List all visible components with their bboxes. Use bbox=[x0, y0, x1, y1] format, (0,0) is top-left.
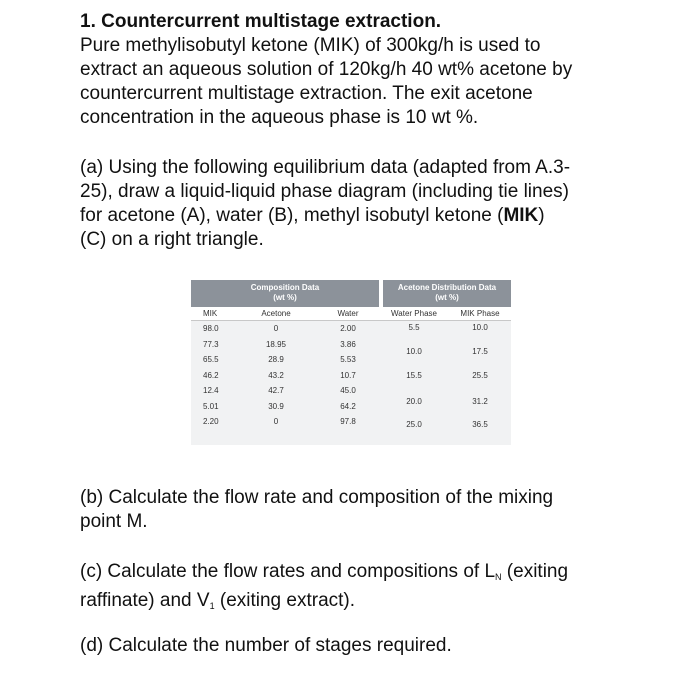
table-cell: 25.0 bbox=[406, 420, 422, 429]
column-header-water-phase: Water Phase bbox=[391, 309, 437, 318]
table-cell: 10.7 bbox=[340, 370, 356, 380]
problem-statement bbox=[80, 10, 680, 130]
part-a-line: (a) Using the following equilibrium data (adapted from A.3- bbox=[80, 157, 571, 178]
table-cell: 36.5 bbox=[472, 420, 488, 429]
part-a-line: 25), draw a liquid-liquid phase diagram (including tie lines) bbox=[80, 181, 569, 202]
composition-data-header bbox=[191, 280, 379, 307]
table-cell: 12.4 bbox=[203, 386, 219, 395]
part-d-line: (d) Calculate the number of stages required. bbox=[80, 635, 452, 656]
table-cell: 30.9 bbox=[268, 401, 284, 411]
problem-title: 1. Countercurrent multistage extraction. bbox=[80, 11, 442, 32]
table-cell: 46.2 bbox=[203, 370, 219, 380]
column-header-acetone: Acetone bbox=[261, 309, 291, 318]
column-header-water: Water bbox=[337, 309, 359, 318]
question-part-b bbox=[80, 486, 680, 534]
table-column-headers bbox=[191, 307, 511, 321]
table-body bbox=[191, 321, 511, 445]
table-cell: 2.20 bbox=[203, 417, 219, 426]
table-row bbox=[379, 347, 511, 356]
distribution-header-unit: (wt %) bbox=[435, 293, 459, 302]
part-a-line bbox=[80, 204, 680, 228]
distribution-header-title: Acetone Distribution Data bbox=[397, 283, 497, 292]
distribution-data-header bbox=[383, 280, 511, 307]
table-cell: 17.5 bbox=[472, 347, 488, 356]
question-part-c bbox=[80, 560, 680, 618]
table-cell: 5.01 bbox=[203, 401, 219, 411]
table-cell: 64.2 bbox=[340, 401, 356, 411]
part-c-text: (exiting extract). bbox=[214, 590, 356, 611]
table-cell: 77.3 bbox=[203, 339, 219, 349]
table-cell: 5.53 bbox=[340, 355, 356, 364]
column-header-mik: MIK bbox=[203, 309, 218, 318]
equilibrium-data-table bbox=[191, 280, 511, 445]
table-group-header bbox=[191, 280, 511, 307]
table-cell: 20.0 bbox=[406, 397, 422, 406]
question-part-a bbox=[80, 156, 680, 252]
column-header-mik-phase: MIK Phase bbox=[460, 309, 500, 318]
table-cell: 10.0 bbox=[406, 347, 422, 356]
problem-line: countercurrent multistage extraction. The exit acetone bbox=[80, 83, 533, 104]
table-cell: 18.95 bbox=[265, 339, 287, 349]
problem-line: concentration in the aqueous phase is 10 wt %. bbox=[80, 107, 479, 128]
part-c-text: (exiting bbox=[501, 561, 569, 582]
table-cell: 25.5 bbox=[472, 371, 488, 380]
table-cell: 97.8 bbox=[340, 417, 356, 426]
table-cell: 5.5 bbox=[408, 323, 420, 332]
table-row bbox=[379, 371, 511, 380]
subscript-n: N bbox=[495, 572, 502, 582]
part-c-line bbox=[80, 560, 680, 589]
table-cell: 31.2 bbox=[472, 397, 488, 406]
problem-line: Pure methylisobutyl ketone (MIK) of 300kg/h is used to bbox=[80, 35, 541, 56]
table-cell: 3.86 bbox=[340, 339, 356, 349]
table-cell: 2.00 bbox=[340, 324, 356, 333]
table-cell: 65.5 bbox=[203, 355, 219, 364]
part-c-text: (c) Calculate the flow rates and compositions of L bbox=[80, 561, 496, 582]
table-cell: 42.7 bbox=[268, 386, 284, 395]
mik-bold: MIK bbox=[503, 205, 539, 226]
table-cell: 43.2 bbox=[268, 370, 284, 380]
table-cell: 28.9 bbox=[268, 355, 284, 364]
table-cell: 0 bbox=[273, 417, 279, 426]
part-c-text: raffinate) and V bbox=[80, 590, 210, 611]
problem-line: extract an aqueous solution of 120kg/h 40 wt% acetone by bbox=[80, 59, 573, 80]
composition-header-unit: (wt %) bbox=[273, 293, 297, 302]
table-cell: 0 bbox=[273, 324, 279, 333]
composition-header-title: Composition Data bbox=[250, 283, 320, 292]
table-row bbox=[379, 323, 511, 332]
subscript-1: 1 bbox=[209, 601, 215, 611]
table-row bbox=[379, 420, 511, 429]
table-row bbox=[379, 397, 511, 406]
question-part-d bbox=[80, 634, 680, 658]
table-cell: 15.5 bbox=[406, 371, 422, 380]
part-a-text: ) bbox=[538, 205, 545, 226]
table-cell: 10.0 bbox=[472, 323, 488, 332]
part-b-line: (b) Calculate the flow rate and composition of the mixing bbox=[80, 487, 554, 508]
table-cell: 98.0 bbox=[203, 324, 219, 333]
part-a-text: for acetone (A), water (B), methyl isobutyl ketone ( bbox=[80, 205, 504, 226]
part-c-line bbox=[80, 589, 680, 618]
part-b-line: point M. bbox=[80, 511, 148, 532]
part-a-line: (C) on a right triangle. bbox=[80, 229, 264, 250]
table-cell: 45.0 bbox=[340, 386, 356, 395]
